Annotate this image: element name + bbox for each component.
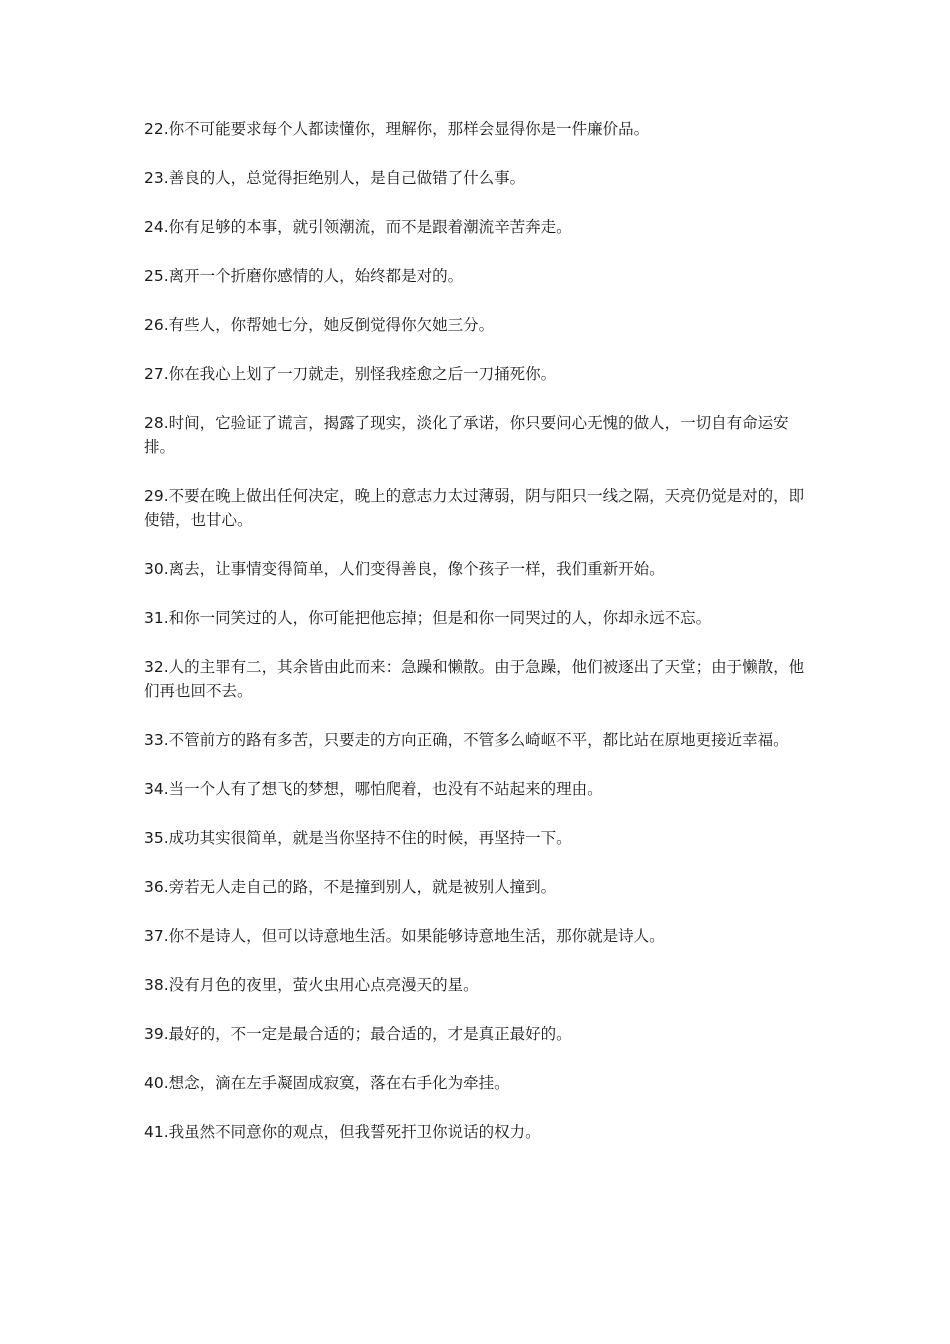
quote-paragraph-23: 23.善良的人，总觉得拒绝别人，是自己做错了什么事。	[144, 169, 526, 187]
quote-paragraph-35: 35.成功其实很简单，就是当你坚持不住的时候，再坚持一下。	[144, 829, 572, 847]
quote-paragraph-22: 22.你不可能要求每个人都读懂你，理解你，那样会显得你是一件廉价品。	[144, 120, 650, 138]
quote-paragraph-28: 28.时间，它验证了谎言，揭露了现实，淡化了承诺，你只要问心无愧的做人，一切自有命运安排。	[144, 414, 789, 456]
quote-paragraph-33: 33.不管前方的路有多苦，只要走的方向正确，不管多么崎岖不平，都比站在原地更接近幸福。	[144, 731, 789, 749]
quote-list	[144, 117, 809, 1169]
quote-paragraph-25: 25.离开一个折磨你感情的人，始终都是对的。	[144, 267, 464, 285]
quote-paragraph-29: 29.不要在晚上做出任何决定，晚上的意志力太过薄弱，阴与阳只一线之隔，天亮仍觉是对的，即使错，也甘心。	[144, 487, 805, 529]
quote-paragraph-41: 41.我虽然不同意你的观点，但我誓死扞卫你说话的权力。	[144, 1123, 541, 1141]
quote-paragraph-30: 30.离去，让事情变得简单，人们变得善良，像个孩子一样，我们重新开始。	[144, 560, 665, 578]
quote-paragraph-27: 27.你在我心上划了一刀就走，别怪我痊愈之后一刀捅死你。	[144, 365, 557, 383]
quote-paragraph-36: 36.旁若无人走自己的路，不是撞到别人，就是被别人撞到。	[144, 878, 557, 896]
quote-paragraph-24: 24.你有足够的本事，就引领潮流，而不是跟着潮流辛苦奔走。	[144, 218, 572, 236]
quote-paragraph-38: 38.没有月色的夜里，萤火虫用心点亮漫天的星。	[144, 976, 479, 994]
quote-paragraph-32: 32.人的主罪有二，其余皆由此而来：急躁和懒散。由于急躁，他们被逐出了天堂；由于懒散，他们再也回不去。	[144, 658, 805, 700]
quote-paragraph-40: 40.想念，滴在左手凝固成寂寞，落在右手化为牵挂。	[144, 1074, 510, 1092]
quote-paragraph-37: 37.你不是诗人，但可以诗意地生活。如果能够诗意地生活，那你就是诗人。	[144, 927, 665, 945]
quote-paragraph-31: 31.和你一同笑过的人，你可能把他忘掉；但是和你一同哭过的人，你却永远不忘。	[144, 609, 712, 627]
quote-paragraph-39: 39.最好的，不一定是最合适的；最合适的，才是真正最好的。	[144, 1025, 572, 1043]
quote-paragraph-34: 34.当一个人有了想飞的梦想，哪怕爬着，也没有不站起来的理由。	[144, 780, 603, 798]
quote-paragraph-26: 26.有些人，你帮她七分，她反倒觉得你欠她三分。	[144, 316, 495, 334]
